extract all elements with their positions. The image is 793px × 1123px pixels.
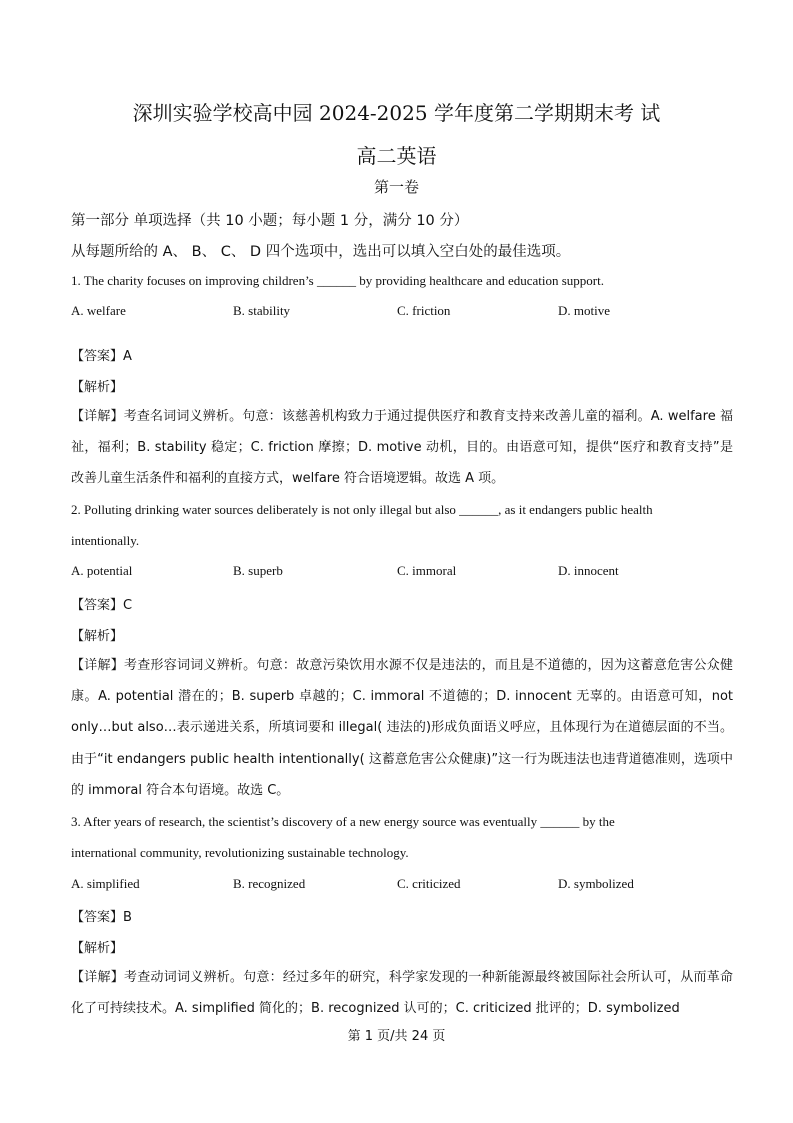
question-2-option-c: C. immoral: [397, 563, 457, 578]
question-3-stem-line-2: international community, revolutionizing sustainable technology.: [71, 845, 409, 860]
volume-label: 第一卷: [373, 178, 419, 196]
question-1-option-b: B. stability: [233, 303, 291, 318]
question-3-option-c: C. criticized: [397, 876, 461, 891]
question-1-detail: 【详解】考查名词词义辨析。句意：该慈善机构致力于通过提供医疗和教育支持来改善儿童的福利。A. welfare 福祉，福利；B. stability 稳定；C. friction 摩擦；D. motive 动机，目的。由语意可知，提供“医疗和教育支持”是改善儿童生活条件和福利的直接方式，welfare 符合语境逻辑。故选 A 项。: [71, 409, 733, 487]
question-3-option-a: A. simplified: [71, 876, 140, 891]
question-1-analysis-label: 【解析】: [71, 380, 124, 395]
page-number: 第 1 页/共 24 页: [347, 1029, 446, 1044]
question-2-option-a: A. potential: [71, 563, 133, 578]
question-2-analysis-label: 【解析】: [71, 629, 124, 644]
question-2-option-b: B. superb: [233, 563, 283, 578]
question-3-option-d: D. symbolized: [558, 876, 634, 891]
question-3-answer: 【答案】B: [71, 910, 132, 925]
exam-title: 深圳实验学校高中园 2024-2025 学年度第二学期期末考 试: [132, 101, 661, 125]
question-1-option-c: C. friction: [397, 303, 451, 318]
question-2-stem-line-2: intentionally.: [71, 533, 140, 548]
question-3-detail: 【详解】考查动词词义辨析。句意：经过多年的研究，科学家发现的一种新能源最终被国际社会所认可，从而革命化了可持续技术。A. simplified 简化的；B. recognized 认可的；C. criticized 批评的；D. symbolized: [71, 970, 733, 1017]
question-3-option-b: B. recognized: [233, 876, 306, 891]
section-heading: 第一部分 单项选择（共 10 小题；每小题 1 分，满分 10 分）: [71, 213, 469, 229]
exam-subject: 高二英语: [356, 144, 437, 168]
question-2-stem-line-1: 2. Polluting drinking water sources deliberately is not only illegal but also ______, as it endangers public health: [71, 502, 653, 517]
question-1-option-a: A. welfare: [71, 303, 126, 318]
question-1-answer: 【答案】A: [71, 349, 132, 364]
section-instruction: 从每题所给的 A、 B、 C、 D 四个选项中，选出可以填入空白处的最佳选项。: [71, 244, 571, 260]
question-2-answer: 【答案】C: [71, 598, 133, 613]
question-1-option-d: D. motive: [558, 303, 610, 318]
question-2-detail: 【详解】考查形容词词义辨析。句意：故意污染饮用水源不仅是违法的，而且是不道德的，因为这蓄意危害公众健康。A. potential 潜在的；B. superb 卓越的；C. immoral 不道德的；D. innocent 无辜的。由语意可知，not only…but also…表示递进关系，所填词要和 illegal( 违法的)形成负面语义呼应，且体现行为在道德层面的不当。由于“it endangers public health intentionally( 这蓄意危害公众健康)”这一行为既违法也违背道德准则，选项中的 immoral 符合本句语境。故选 C。: [71, 658, 733, 798]
question-1-stem: 1. The charity focuses on improving children’s ______ by providing healthcare and education support.: [71, 273, 604, 288]
question-2-option-d: D. innocent: [558, 563, 619, 578]
question-3-stem-line-1: 3. After years of research, the scientist’s discovery of a new energy source was eventually ______ by the: [71, 814, 615, 829]
question-3-analysis-label: 【解析】: [71, 941, 124, 956]
